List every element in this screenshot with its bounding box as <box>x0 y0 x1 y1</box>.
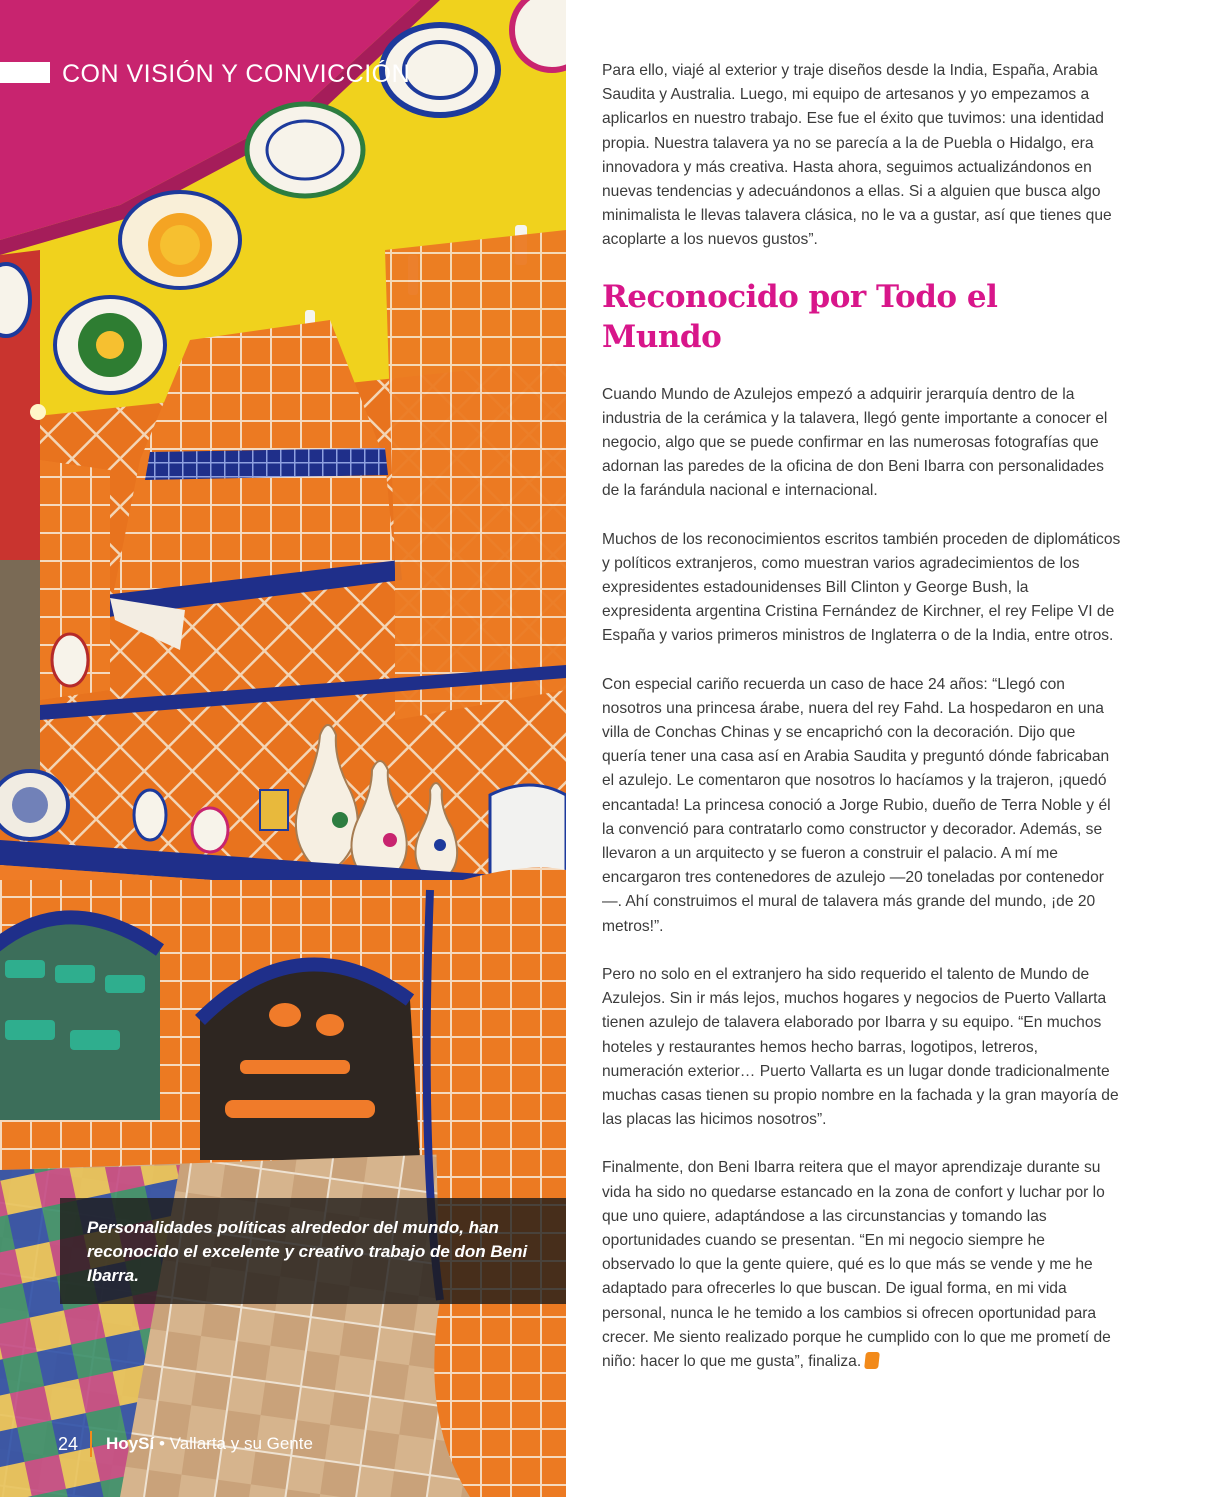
end-of-article-icon <box>864 1352 880 1369</box>
footer-separator: • <box>154 1434 170 1453</box>
article-paragraph: Para ello, viajé al exterior y traje diseños desde la India, España, Arabia Saudita y Australia. Luego, mi equipo de artesanos y yo empezamos a aplicarlos en nuestro trabajo. Ese fue el éxito que tuvimos: una identidad propia. Nuestra talavera ya no se parecía a la de Puebla o Hidalgo, era innovadora y más creativa. Hasta ahora, seguimos actualizándonos en nuevas tendencias y adecuándonos a ellas. Si a alguien que busca algo minimalista le llevas talavera clásica, no le va a gustar, así que tienes que acoplarte a los nuevos gustos”. <box>602 62 1112 249</box>
magazine-brand: HoySí <box>106 1434 155 1453</box>
article-paragraph: Muchos de los reconocimientos escritos también proceden de diplomáticos y políticos extranjeros, como muestran varios agradecimientos de los expresidentes estadounidenses Bill Clinton y George Bush, la expresidenta argentina Cristina Fernández de Kirchner, el rey Felipe VI de España y varios primeros ministros de Inglaterra o de la India, entre otros. <box>602 530 1121 645</box>
page-footer <box>58 1430 313 1458</box>
closing-paragraph-text: Finalmente, don Beni Ibarra reitera que el mayor aprendizaje durante su vida ha sido no quedarse estancado en la zona de confort y luchar por lo que uno quiere, adaptándose a las circunstancias y tomando las oportunidades cuando se presentan. “En mi negocio siempre he observado lo que la gente quiere, qué es lo que más se vende y me he adaptado para ofrecerles lo que buscan. De igual forma, en mi vida personal, nunca le he temido a los cambios si ofrecen oportunidad para crecer. Me siento realizado porque he cumplido con lo que me prometí de niño: hacer lo que me gusta”, finaliza. <box>602 1159 1111 1370</box>
section-heading: Reconocido por Todo el Mundo <box>602 278 998 355</box>
article-paragraph <box>602 1156 1122 1374</box>
publication-name: Vallarta y su Gente <box>169 1434 313 1453</box>
article-paragraph: Cuando Mundo de Azulejos empezó a adquirir jerarquía dentro de la industria de la cerámica y la talavera, llegó gente importante a conocer el negocio, algo que se puede confirmar en las numerosas fotografías que adornan las paredes de la oficina de don Beni Ibarra con personalidades de la farándula nacional e internacional. <box>602 385 1108 500</box>
photo-caption: Personalidades políticas alrededor del mundo, han reconocido el excelente y creativo trabajo de don Beni Ibarra. <box>87 1218 528 1285</box>
tile-showroom-photo <box>0 0 566 1497</box>
article-body <box>602 59 1122 1398</box>
article-paragraph: Pero no solo en el extranjero ha sido requerido el talento de Mundo de Azulejos. Sin ir más lejos, muchos hogares y negocios de Puerto Vallarta tienen azulejo de talavera elaborado por Ibarra y su equipo. “En muchos hoteles y restaurantes hemos hecho barras, logotipos, letreros, numeración exterior… Puerto Vallarta es un lugar donde tradicionalmente muchas casas tienen su propio nombre en la fachada y la gran mayoría de las placas las hicimos nosotros”. <box>602 965 1119 1129</box>
photo-caption-box <box>60 1198 566 1304</box>
section-marker-bar <box>0 62 50 83</box>
footer-divider <box>90 1431 92 1457</box>
article-paragraph: Con especial cariño recuerda un caso de hace 24 años: “Llegó con nosotros una princesa árabe, nuera del rey Fahd. La hospedaron en una villa de Conchas Chinas y se encaprichó con la decoración. Dijo que quería tener una casa así en Arabia Saudita y preguntó dónde fabricaban el azulejo. Le comentaron que nosotros lo hacíamos y la trajeron, ¡quedó encantada! La princesa conoció a Jorge Rubio, dueño de Terra Noble y él la convenció para contratarlo como constructor y decorador. Además, se llevaron a un arquitecto y se fueron a construir el palacio. A mí me encargaron tres contenedores de azulejo —20 toneladas por contenedor—. Ahí construimos el mural de talavera más grande del mundo, ¡de 20 metros!”. <box>602 675 1111 935</box>
section-title: CON VISIÓN Y CONVICCIÓN <box>62 60 411 88</box>
page-number: 24 <box>58 1433 79 1454</box>
